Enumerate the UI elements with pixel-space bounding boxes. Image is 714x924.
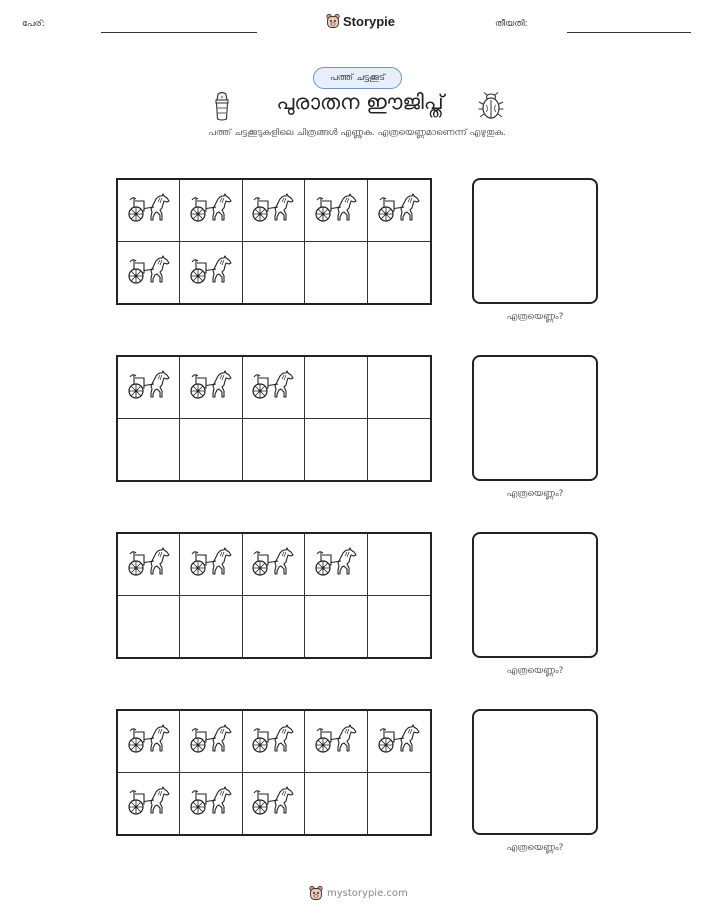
ten-frame-cell — [305, 534, 367, 596]
how-many-prompt: എത്രയെണ്ണം? — [506, 312, 564, 322]
brand-logo — [326, 13, 395, 29]
ten-frame-cell — [118, 534, 180, 596]
canopic-jar-icon — [212, 92, 232, 122]
horse-chariot-icon — [189, 785, 233, 821]
ten-frame-cell — [118, 711, 180, 773]
ten-frame-cell — [243, 773, 305, 835]
ten-frame-cell — [118, 419, 180, 481]
ten-frame-cell — [243, 534, 305, 596]
horse-chariot-icon — [127, 254, 171, 290]
ten-frame-cell — [243, 596, 305, 658]
ten-frame-cell — [180, 419, 242, 481]
ten-frame-cell — [180, 534, 242, 596]
storypie-mascot-icon — [326, 13, 340, 29]
instructions: പത്ത് ചട്ടക്കൂടുകളിലെ ചിത്രങ്ങൾ എണ്ണുക. എത്രയെണ്ണമാണെന്ന് എഴുതുക. — [208, 128, 506, 138]
storypie-mascot-icon — [309, 885, 323, 901]
ten-frame-cell — [243, 180, 305, 242]
ten-frame-cell — [305, 419, 367, 481]
ten-frame-cell — [118, 242, 180, 304]
horse-chariot-icon — [251, 546, 295, 582]
how-many-prompt: എത്രയെണ്ണം? — [506, 843, 564, 853]
ten-frame-cell — [305, 180, 367, 242]
ten-frame-1 — [116, 178, 432, 305]
horse-chariot-icon — [127, 785, 171, 821]
horse-chariot-icon — [127, 369, 171, 405]
horse-chariot-icon — [251, 192, 295, 228]
ten-frame-cell — [305, 596, 367, 658]
horse-chariot-icon — [314, 723, 358, 759]
ten-frame-2 — [116, 355, 432, 482]
ten-frame-cell — [180, 773, 242, 835]
ten-frame-cell — [180, 596, 242, 658]
ten-frame-cell — [368, 180, 430, 242]
horse-chariot-icon — [127, 192, 171, 228]
horse-chariot-icon — [251, 369, 295, 405]
horse-chariot-icon — [127, 546, 171, 582]
horse-chariot-icon — [189, 192, 233, 228]
ten-frame-cell — [180, 711, 242, 773]
ten-frame-cell — [243, 711, 305, 773]
horse-chariot-icon — [314, 546, 358, 582]
ten-frame-cell — [368, 419, 430, 481]
answer-box-2[interactable] — [472, 355, 598, 481]
ten-frame-cell — [243, 357, 305, 419]
horse-chariot-icon — [189, 254, 233, 290]
date-line[interactable] — [567, 32, 691, 33]
ten-frame-cell — [305, 711, 367, 773]
ten-frame-cell — [368, 534, 430, 596]
horse-chariot-icon — [127, 723, 171, 759]
ten-frame-cell — [305, 357, 367, 419]
how-many-prompt: എത്രയെണ്ണം? — [506, 666, 564, 676]
answer-box-3[interactable] — [472, 532, 598, 658]
answer-box-1[interactable] — [472, 178, 598, 304]
brand-name: Storypie — [343, 13, 396, 29]
footer — [309, 885, 408, 901]
horse-chariot-icon — [251, 785, 295, 821]
ten-frame-4 — [116, 709, 432, 836]
how-many-prompt: എത്രയെണ്ണം? — [506, 489, 564, 499]
ten-frame-cell — [180, 242, 242, 304]
ten-frame-cell — [180, 357, 242, 419]
worksheet-type-badge: പത്ത് ചട്ടക്കൂട് — [313, 67, 402, 89]
horse-chariot-icon — [377, 723, 421, 759]
answer-box-4[interactable] — [472, 709, 598, 835]
date-label: തീയതി: — [495, 19, 528, 29]
name-line[interactable] — [101, 32, 257, 33]
ten-frame-cell — [118, 773, 180, 835]
horse-chariot-icon — [189, 546, 233, 582]
name-label: പേര്: — [22, 19, 45, 29]
horse-chariot-icon — [377, 192, 421, 228]
ten-frame-cell — [180, 180, 242, 242]
ten-frame-cell — [368, 357, 430, 419]
horse-chariot-icon — [189, 723, 233, 759]
horse-chariot-icon — [314, 192, 358, 228]
ten-frame-cell — [368, 242, 430, 304]
ten-frame-3 — [116, 532, 432, 659]
footer-url[interactable]: mystorypie.com — [327, 887, 408, 899]
horse-chariot-icon — [251, 723, 295, 759]
ten-frame-cell — [243, 242, 305, 304]
ten-frame-cell — [368, 711, 430, 773]
ten-frame-cell — [118, 180, 180, 242]
ten-frame-cell — [368, 596, 430, 658]
ten-frame-cell — [368, 773, 430, 835]
ten-frame-cell — [243, 419, 305, 481]
ten-frame-cell — [305, 242, 367, 304]
ten-frame-cell — [118, 357, 180, 419]
scarab-beetle-icon — [478, 92, 504, 120]
page-title: പുരാതന ഈജിപ്ത് — [276, 90, 444, 114]
horse-chariot-icon — [189, 369, 233, 405]
ten-frame-cell — [305, 773, 367, 835]
ten-frame-cell — [118, 596, 180, 658]
